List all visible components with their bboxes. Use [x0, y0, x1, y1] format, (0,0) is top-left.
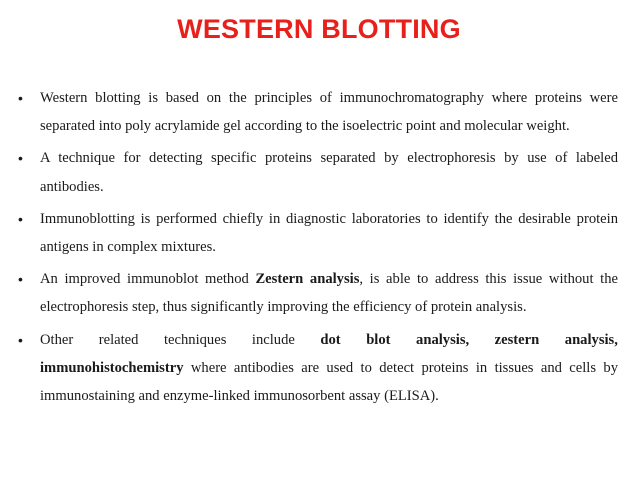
bullet-text: Western blotting is based on the principles of immunochromatography where proteins were separated into poly acrylamide gel according to the isoelectric point and molecular weight. — [40, 90, 618, 135]
bullet-item — [0, 326, 638, 411]
word: include — [251, 331, 295, 348]
bullet-text-post: where antibodies are used to detect proteins in tissues and cells by immunostaining and enzyme-linked immunosorbent assay (ELISA). — [40, 359, 618, 405]
bullet-text: Immunoblotting is performed chiefly in diagnostic laboratories to identify the desirable protein antigens in complex mixtures. — [40, 210, 618, 256]
bullet-item — [0, 84, 638, 140]
bullet-marker: • — [18, 90, 23, 106]
word: related — [98, 331, 139, 348]
bullet-text: A technique for detecting specific proteins separated by electrophoresis by use of labeled antibodies. — [40, 150, 618, 195]
bullet-text-pre: An improved immunoblot method — [40, 271, 256, 288]
bullet-marker: • — [18, 331, 23, 348]
bullet-first-line — [40, 326, 618, 354]
slide-title: WESTERN BLOTTING — [177, 14, 461, 44]
word: techniques — [163, 331, 227, 348]
bullet-text-post: , is able to address this issue without the electrophoresis step, thus significantly improving the efficiency of protein analysis. — [40, 271, 618, 316]
bullet-item — [0, 265, 638, 321]
bullet-item — [0, 205, 638, 261]
word-bold: zestern — [494, 331, 540, 348]
bullet-text-bold: Zestern analysis — [255, 271, 360, 288]
word-bold: blot — [366, 331, 391, 348]
bullet-list — [0, 84, 638, 410]
word: Other — [40, 331, 74, 348]
bullet-text-bold: immunohistochemistry — [40, 359, 184, 376]
word-bold: dot — [320, 331, 341, 348]
bullet-marker: • — [18, 150, 23, 167]
bullet-item — [0, 144, 638, 200]
bullet-rest — [40, 354, 618, 410]
bullet-marker: • — [18, 271, 23, 288]
word-bold: analysis, — [564, 331, 618, 348]
word-bold: analysis, — [416, 331, 470, 348]
bullet-marker: • — [18, 210, 23, 227]
